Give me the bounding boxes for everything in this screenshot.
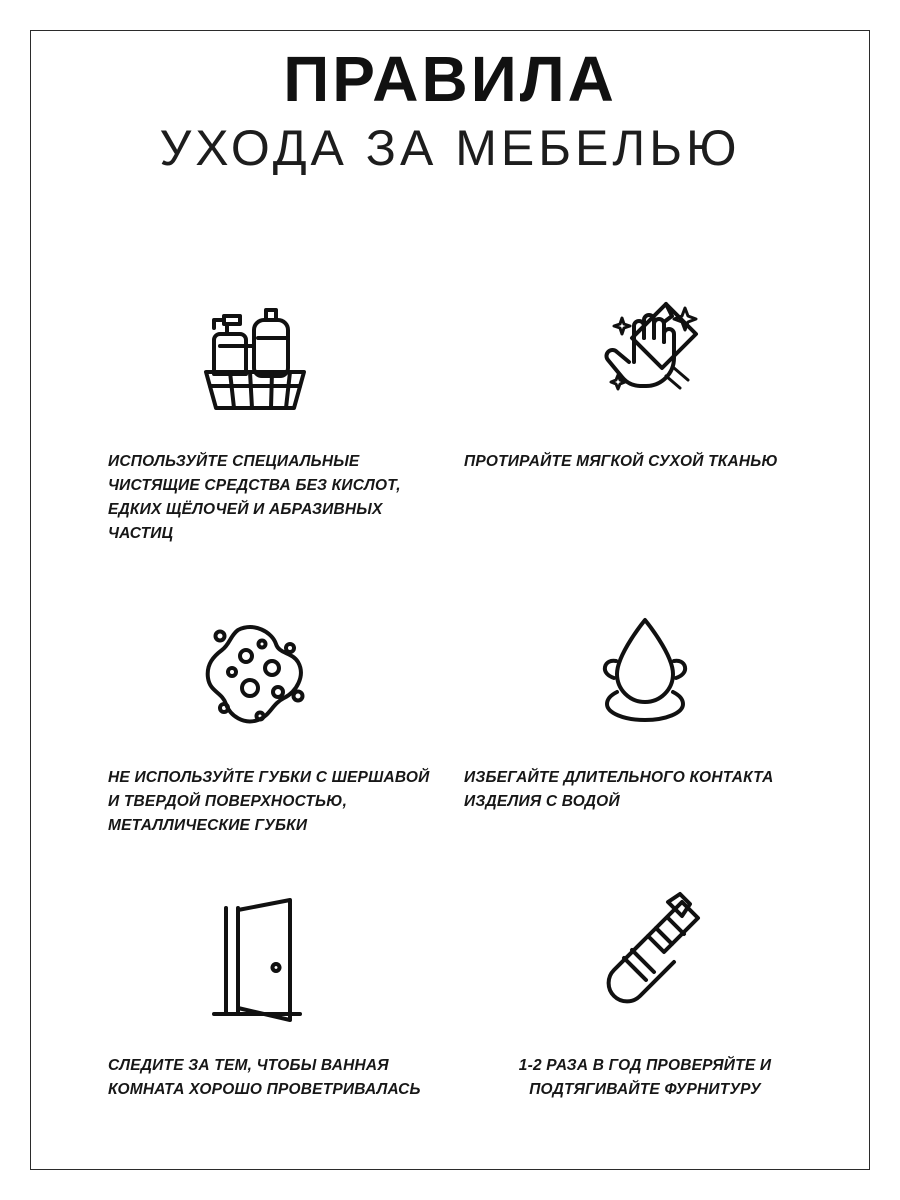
tip-item bbox=[60, 270, 450, 546]
page-subtitle: УХОДА ЗА МЕБЕЛЬЮ bbox=[159, 120, 741, 177]
tips-row bbox=[60, 874, 840, 1102]
tip-caption: СЛЕДИТЕ ЗА ТЕМ, ЧТОБЫ ВАННАЯ КОМНАТА ХОРОШО ПРОВЕТРИВАЛАСЬ bbox=[108, 1057, 421, 1099]
tip-item bbox=[60, 874, 450, 1102]
tip-item bbox=[60, 586, 450, 838]
tip-caption: ИЗБЕГАЙТЕ ДЛИТЕЛЬНОГО КОНТАКТА ИЗДЕЛИЯ С ВОДОЙ bbox=[464, 769, 774, 811]
water-drop-icon bbox=[460, 586, 830, 756]
tip-caption: ПРОТИРАЙТЕ МЯГКОЙ СУХОЙ ТКАНЬЮ bbox=[464, 453, 778, 470]
cleaning-supplies-basket-icon bbox=[70, 270, 440, 440]
tip-item bbox=[450, 874, 840, 1102]
screwdriver-icon bbox=[460, 874, 830, 1044]
poster-header bbox=[0, 43, 900, 177]
tips-row bbox=[60, 586, 840, 838]
tips-grid bbox=[60, 270, 840, 1102]
tip-caption: ИСПОЛЬЗУЙТЕ СПЕЦИАЛЬНЫЕ ЧИСТЯЩИЕ СРЕДСТВА БЕЗ КИСЛОТ, ЕДКИХ ЩЁЛОЧЕЙ И АБРАЗИВНЫХ ЧАСТИЦ bbox=[108, 453, 401, 543]
open-door-icon bbox=[70, 874, 440, 1044]
tips-row bbox=[60, 270, 840, 546]
abrasive-sponge-icon bbox=[70, 586, 440, 756]
tip-caption: 1-2 РАЗА В ГОД ПРОВЕРЯЙТЕ И ПОДТЯГИВАЙТЕ ФУРНИТУРУ bbox=[518, 1057, 772, 1099]
hand-wiping-cloth-icon bbox=[460, 270, 830, 440]
page-title: ПРАВИЛА bbox=[283, 43, 617, 115]
tip-item bbox=[450, 270, 840, 546]
tip-item bbox=[450, 586, 840, 838]
tip-caption: НЕ ИСПОЛЬЗУЙТЕ ГУБКИ С ШЕРШАВОЙ И ТВЕРДОЙ ПОВЕРХНОСТЬЮ, МЕТАЛЛИЧЕСКИЕ ГУБКИ bbox=[108, 769, 430, 835]
